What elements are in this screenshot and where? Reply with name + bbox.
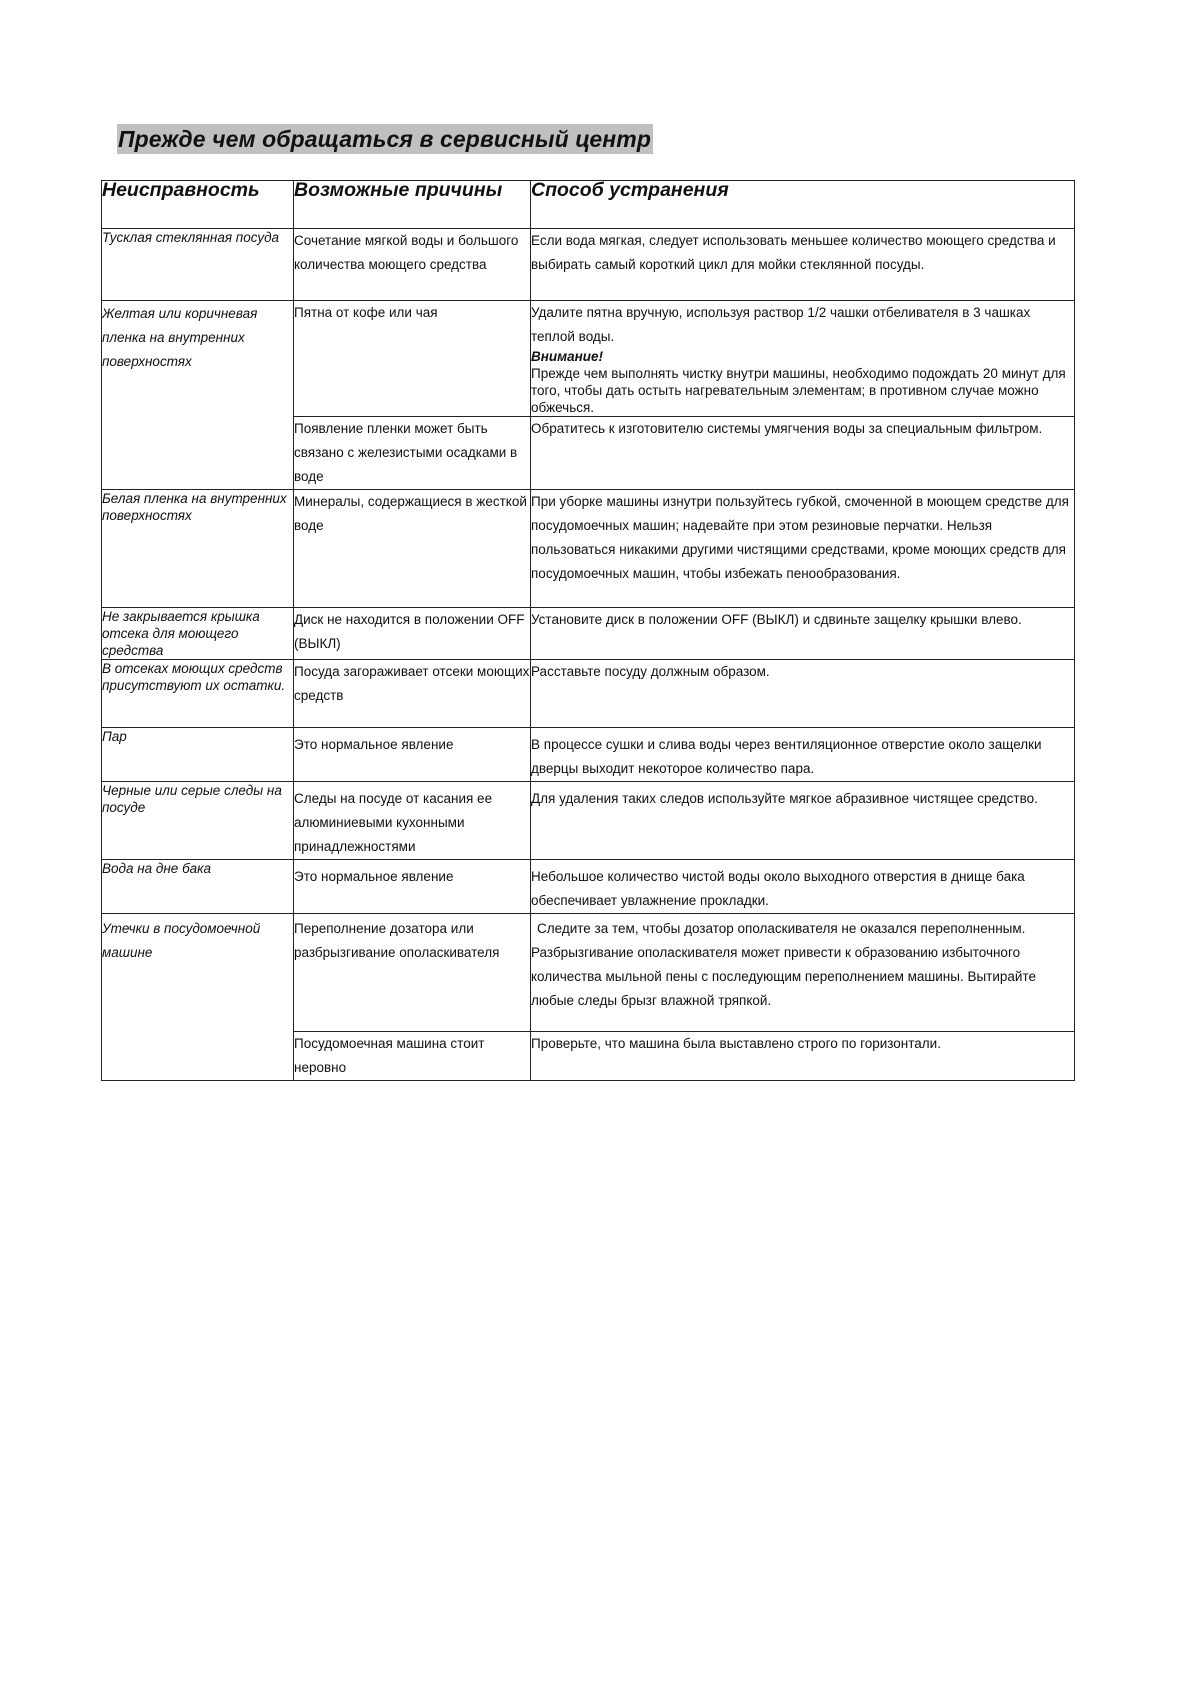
- cause-cell: Сочетание мягкой воды и большого количества моющего средства: [294, 229, 531, 301]
- table-row: [102, 490, 1075, 608]
- table-row: [102, 728, 1075, 782]
- fault-cell: Не закрывается крышка отсека для моющего средства: [102, 608, 294, 660]
- table-row: [102, 914, 1075, 1032]
- cause-cell: Следы на посуде от касания ее алюминиевыми кухонными принадлежностями: [294, 782, 531, 860]
- fault-cell: Желтая или коричневая пленка на внутренних поверхностях: [102, 301, 294, 490]
- table-row: [102, 860, 1075, 914]
- fault-cell: Пар: [102, 728, 294, 782]
- fix-cell: В процессе сушки и слива воды через вентиляционное отверстие около защелки дверцы выходит некоторое количество пара.: [531, 728, 1075, 782]
- troubleshooting-table: [101, 180, 1075, 1081]
- header-fix: Способ устранения: [531, 181, 1075, 229]
- header-causes: Возможные причины: [294, 181, 531, 229]
- header-row: [102, 181, 1075, 229]
- fix-cell: Установите диск в положении OFF (ВЫКЛ) и сдвиньте защелку крышки влево.: [531, 608, 1075, 660]
- cause-cell: Диск не находится в положении OFF (ВЫКЛ): [294, 608, 531, 660]
- warning-text: Прежде чем выполнять чистку внутри машины, необходимо подождать 20 минут для того, чтобы дать остыть нагревательным элементам; в противном случае можно обжечься.: [531, 366, 1066, 415]
- warning-label: Внимание!: [531, 349, 604, 364]
- cause-cell: Это нормальное явление: [294, 860, 531, 914]
- table-row: [102, 229, 1075, 301]
- fix-cell: [531, 914, 1075, 1032]
- fix-cell: [531, 301, 1075, 417]
- cause-cell: Пятна от кофе или чая: [294, 301, 531, 417]
- fault-cell: Вода на дне бака: [102, 860, 294, 914]
- table-row: [102, 608, 1075, 660]
- page-title: Прежде чем обращаться в сервисный центр: [118, 126, 651, 152]
- table-row: [102, 782, 1075, 860]
- fault-cell: Черные или серые следы на посуде: [102, 782, 294, 860]
- cause-cell: Это нормальное явление: [294, 728, 531, 782]
- cause-cell: Минералы, содержащиеся в жесткой воде: [294, 490, 531, 608]
- fault-cell: Тусклая стеклянная посуда: [102, 229, 294, 301]
- cause-cell: Появление пленки может быть связано с железистыми осадками в воде: [294, 417, 531, 490]
- cause-cell: Посудомоечная машина стоит неровно: [294, 1032, 531, 1081]
- cause-cell: Посуда загораживает отсеки моющих средств: [294, 660, 531, 728]
- fix-cell: Проверьте, что машина была выставлено строго по горизонтали.: [531, 1032, 1075, 1081]
- fix-cell: Обратитесь к изготовителю системы умягчения воды за специальным фильтром.: [531, 417, 1075, 490]
- fix-cell: Если вода мягкая, следует использовать меньшее количество моющего средства и выбирать самый короткий цикл для мойки стеклянной посуды.: [531, 229, 1075, 301]
- fix-cell: Расставьте посуду должным образом.: [531, 660, 1075, 728]
- fix-cell: Для удаления таких следов используйте мягкое абразивное чистящее средство.: [531, 782, 1075, 860]
- fix-cell: При уборке машины изнутри пользуйтесь губкой, смоченной в моющем средстве для посудомоечных машин; надевайте при этом резиновые перчатки. Нельзя пользоваться никакими другими чистящими средствами, кроме моющих средств для посудомоечных машин, чтобы избежать пенообразования.: [531, 490, 1075, 608]
- fault-cell: Утечки в посудомоечной машине: [102, 914, 294, 1081]
- header-fault: Неисправность: [102, 181, 294, 229]
- table-row: [102, 660, 1075, 728]
- fix-text: Удалите пятна вручную, используя раствор 1/2 чашки отбеливателя в 3 чашках теплой воды.: [531, 305, 1031, 344]
- table-row: [102, 301, 1075, 417]
- cause-cell: Переполнение дозатора или разбрызгивание ополаскивателя: [294, 914, 531, 1032]
- fix-text: Следите за тем, чтобы дозатор ополаскивателя не оказался переполненным.: [537, 921, 1026, 936]
- fix-cell: Небольшое количество чистой воды около выходного отверстия в днище бака обеспечивает увлажнение прокладки.: [531, 860, 1075, 914]
- fault-cell: В отсеках моющих средств присутствуют их остатки.: [102, 660, 294, 728]
- fix-text-2: Разбрызгивание ополаскивателя может привести к образованию избыточного количества мыльной пены с последующим переполнением машины. Вытирайте любые следы брызг влажной тряпкой.: [531, 945, 1036, 1008]
- fault-cell: Белая пленка на внутренних поверхностях: [102, 490, 294, 608]
